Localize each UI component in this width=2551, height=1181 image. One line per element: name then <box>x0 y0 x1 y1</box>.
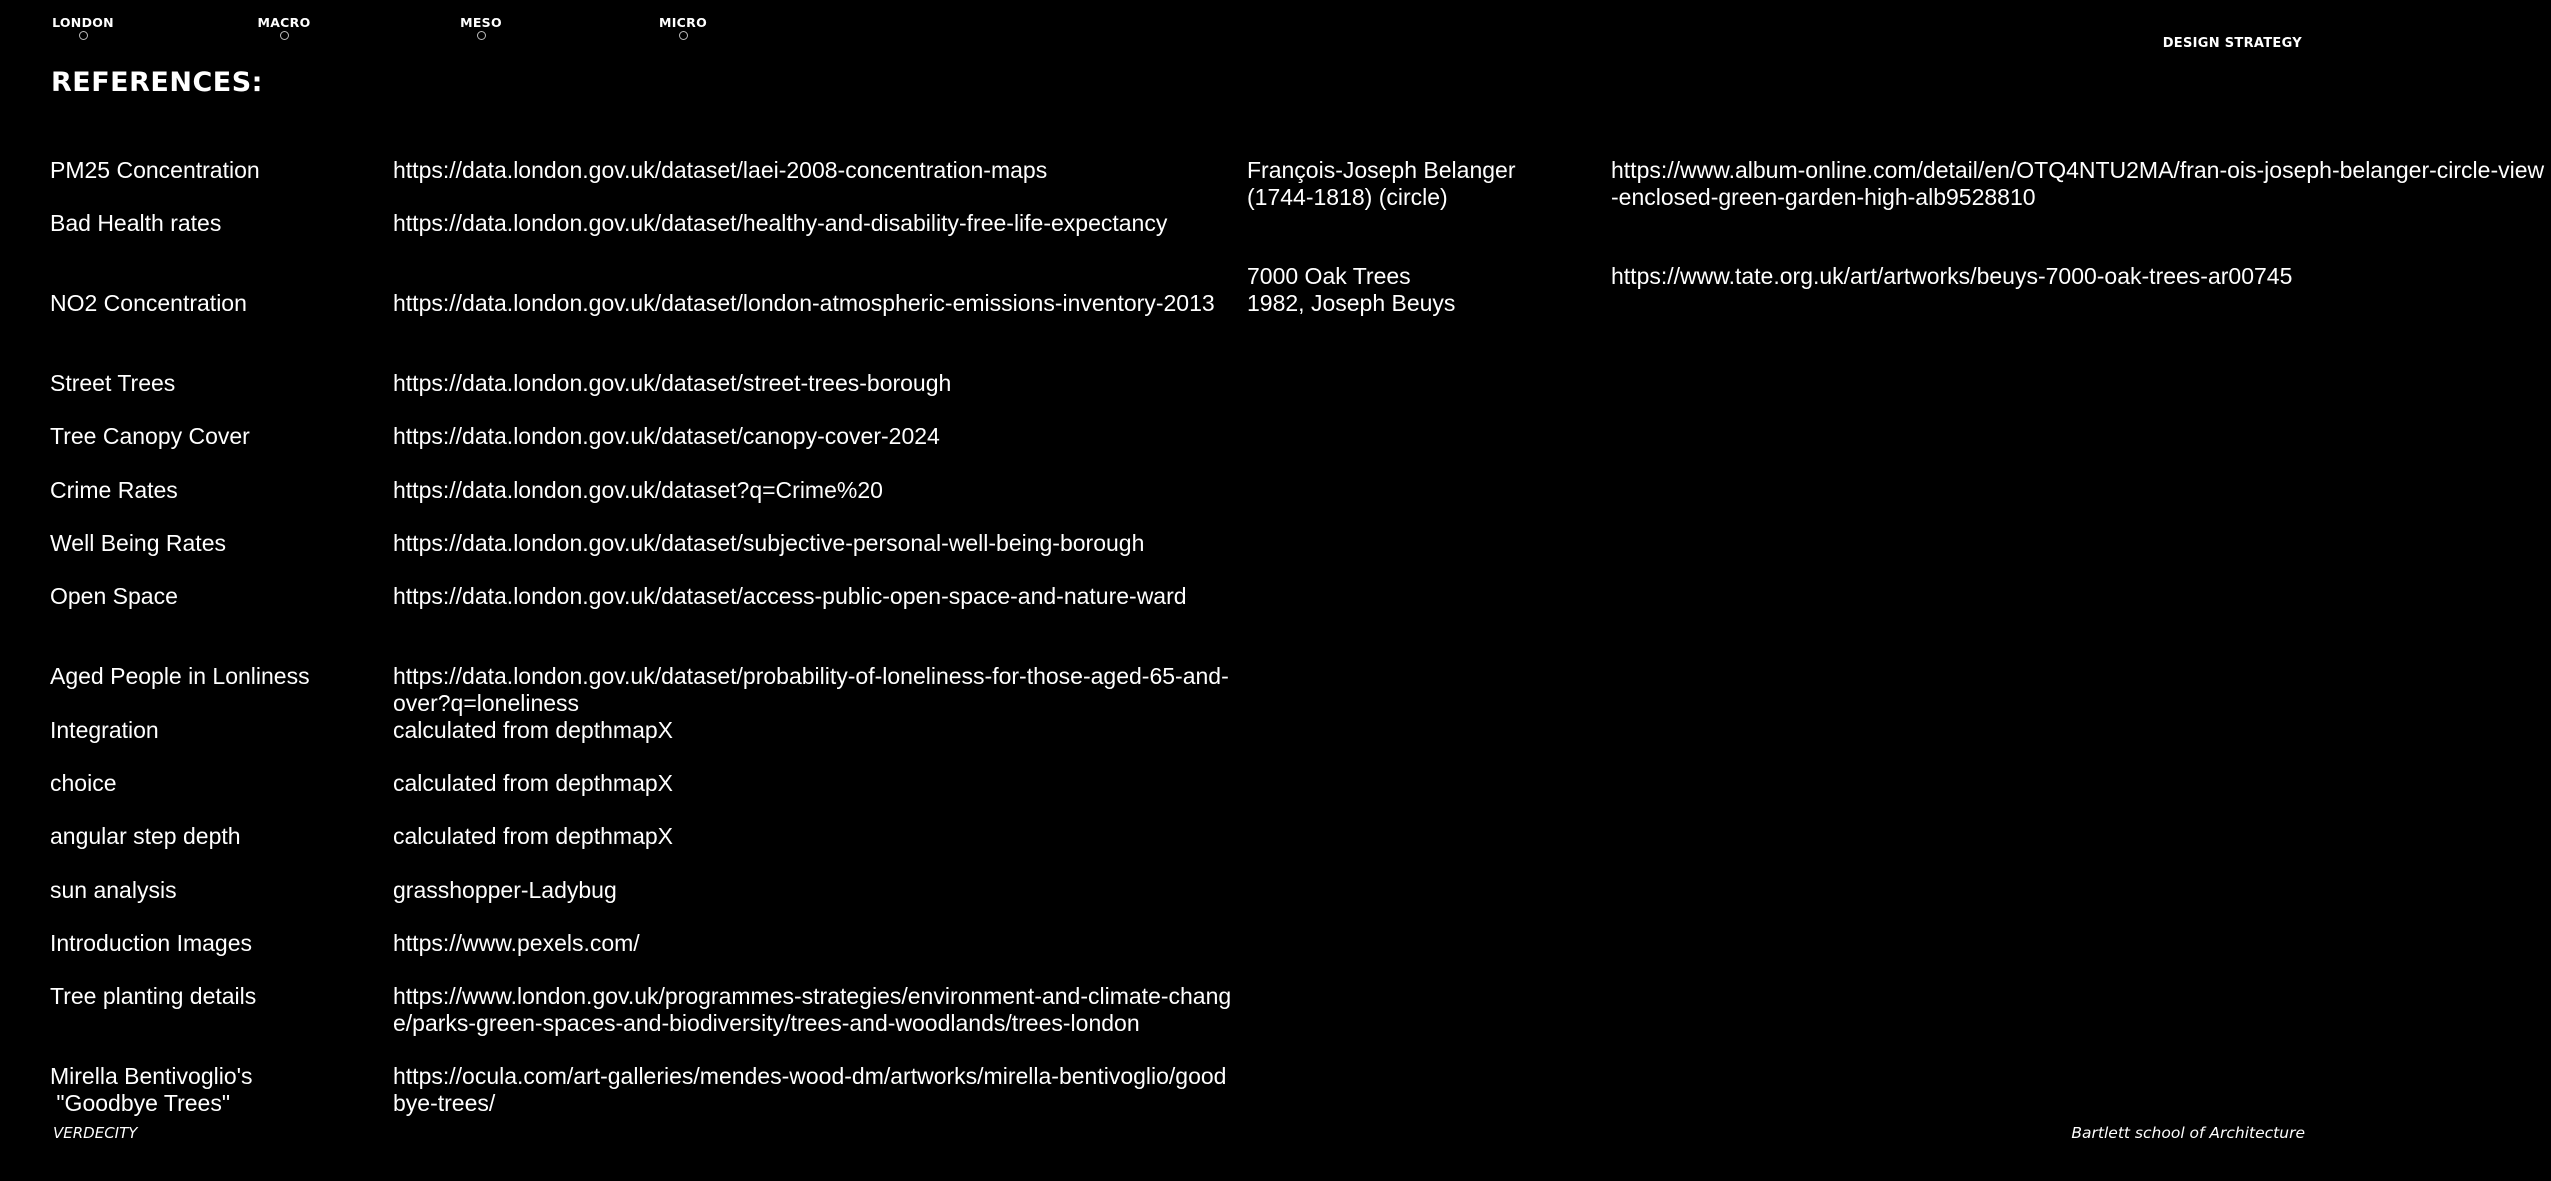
reference-label: choice <box>50 770 117 796</box>
reference-label: PM25 Concentration <box>50 157 260 183</box>
nav-item-meso[interactable] <box>441 15 521 40</box>
nav-dot-icon <box>679 31 688 40</box>
page-title: REFERENCES: <box>51 67 263 98</box>
nav-dot-icon <box>477 31 486 40</box>
nav-label: MESO <box>460 15 502 30</box>
reference-label: Well Being Rates <box>50 530 226 556</box>
reference-label: angular step depth <box>50 823 241 849</box>
nav-item-macro[interactable] <box>244 15 324 40</box>
reference-source: https://data.london.gov.uk/dataset/street-trees-borough <box>393 370 952 396</box>
reference-label: Introduction Images <box>50 930 253 956</box>
reference-label: Tree Canopy Cover <box>50 423 250 449</box>
reference-label: NO2 Concentration <box>50 290 247 316</box>
reference-label: Integration <box>50 717 159 743</box>
reference-label: Crime Rates <box>50 477 178 503</box>
reference-source: https://data.london.gov.uk/dataset/subjective-personal-well-being-borough <box>393 530 1145 556</box>
reference-source: https://data.london.gov.uk/dataset/access-public-open-space-and-nature-ward <box>393 583 1187 609</box>
reference-source: https://www.tate.org.uk/art/artworks/beuys-7000-oak-trees-ar00745 <box>1611 263 2293 289</box>
nav-label: LONDON <box>52 15 114 30</box>
reference-label: Bad Health rates <box>50 210 222 236</box>
reference-label: Open Space <box>50 583 178 609</box>
nav-label: MICRO <box>658 15 707 30</box>
reference-source: https://data.london.gov.uk/dataset/healthy-and-disability-free-life-expectancy <box>393 210 1168 236</box>
reference-source: https://data.london.gov.uk/dataset/laei-2008-concentration-maps <box>393 157 1048 183</box>
nav-dot-icon <box>280 31 289 40</box>
reference-source: https://data.london.gov.uk/dataset?q=Crime%20 <box>393 477 883 503</box>
reference-source: calculated from depthmapX <box>393 823 673 849</box>
project-name: VERDECITY <box>53 1124 138 1142</box>
nav-item-micro[interactable] <box>643 15 723 40</box>
reference-source: https://data.london.gov.uk/dataset/london-atmospheric-emissions-inventory-2013 <box>393 290 1215 316</box>
reference-source: calculated from depthmapX <box>393 770 673 796</box>
reference-label: 7000 Oak Trees 1982, Joseph Beuys <box>1247 263 1456 316</box>
reference-source: https://www.pexels.com/ <box>393 930 640 956</box>
nav-label: MACRO <box>257 15 311 30</box>
reference-label: Aged People in Lonliness <box>50 663 310 689</box>
reference-label: François-Joseph Belanger (1744-1818) (circle) <box>1247 157 1516 210</box>
reference-label: Street Trees <box>50 370 176 396</box>
reference-source: https://www.album-online.com/detail/en/OTQ4NTU2MA/fran-ois-joseph-belanger-circle-view-enclosed-green-garden-high-alb9528810 <box>1611 157 2545 210</box>
reference-source: calculated from depthmapX <box>393 717 673 743</box>
section-name: DESIGN STRATEGY <box>2162 36 2302 51</box>
reference-source: https://data.london.gov.uk/dataset/canopy-cover-2024 <box>393 423 940 449</box>
reference-source: https://www.london.gov.uk/programmes-strategies/environment-and-climate-change/parks-green-spaces-and-biodiversity/trees-and-woodlands/trees-london <box>393 983 1232 1036</box>
nav-item-london[interactable] <box>43 15 123 40</box>
reference-source: https://data.london.gov.uk/dataset/probability-of-loneliness-for-those-aged-65-and-over?q=loneliness <box>393 663 1229 716</box>
nav-dot-icon <box>79 31 88 40</box>
reference-label: Tree planting details <box>50 983 257 1009</box>
reference-label: Mirella Bentivoglio's "Goodbye Trees" <box>50 1063 253 1116</box>
school-name: Bartlett school of Architecture <box>2071 1124 2305 1142</box>
reference-source: https://ocula.com/art-galleries/mendes-wood-dm/artworks/mirella-bentivoglio/goodbye-trees/ <box>393 1063 1227 1116</box>
reference-label: sun analysis <box>50 877 177 903</box>
reference-source: grasshopper-Ladybug <box>393 877 617 903</box>
